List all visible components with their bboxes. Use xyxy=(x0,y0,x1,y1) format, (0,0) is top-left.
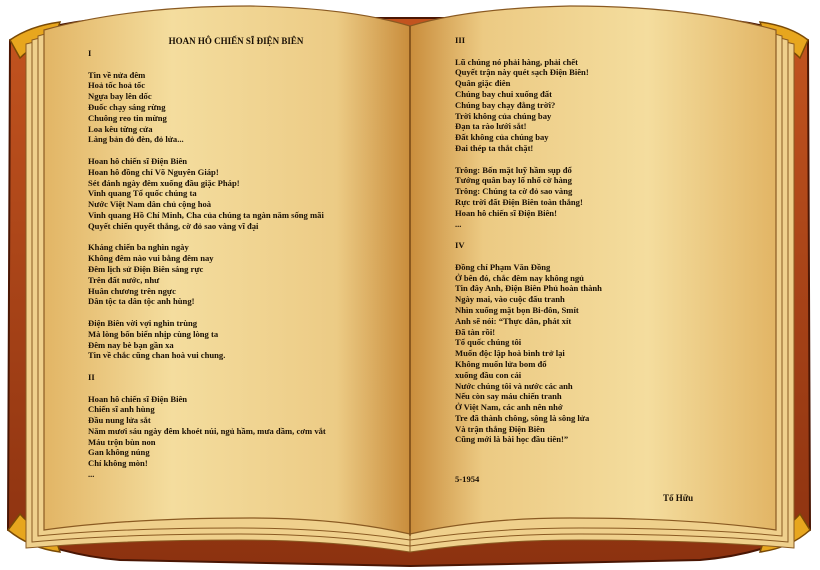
poem-line: Đêm nay bè bạn gần xa xyxy=(88,339,174,350)
poem-line: Sét đánh ngày đêm xuống đầu giặc Pháp! xyxy=(88,177,240,188)
poem-line: Trông: Chúng ta cờ đỏ sao vàng xyxy=(455,186,573,197)
stanza-gap xyxy=(88,232,428,243)
poem-line: Quyết chiến quyết thắng, cờ đỏ sao vàng vĩ đại xyxy=(88,220,259,231)
poem-line: Mà lòng bốn biển nhịp cùng lòng ta xyxy=(88,328,219,339)
poem-line: Tin đây Anh, Điện Biên Phủ hoàn thành xyxy=(455,283,602,294)
poem-line: Năm mươi sáu ngày đêm khoét núi, ngủ hầm, mưa dầm, cơm vắt xyxy=(88,425,326,436)
poem-line: IV xyxy=(455,240,465,251)
poem-line: Nước Việt Nam dân chủ cộng hoà xyxy=(88,199,212,210)
stanza-gap xyxy=(88,383,428,394)
poem-line: Trời không của chúng bay xyxy=(455,110,552,121)
poem-line: Muốn độc lập hoà bình trở lại xyxy=(455,348,565,359)
poem-line: Chúng bay chạy đằng trời? xyxy=(455,99,556,110)
poem-line: Không đêm nào vui bằng đêm nay xyxy=(88,253,214,264)
poem-line: ... xyxy=(88,469,95,480)
poem-line: Đã tàn rồi! xyxy=(455,326,496,337)
poem-line: Nhìn xuống mặt bọn Bi-đôn, Smít xyxy=(455,304,579,315)
left-page-lines xyxy=(88,48,428,480)
poem-line: Dân tộc ta dân tộc anh hùng! xyxy=(88,296,195,307)
poem-line: Tre đã thành chông, sông là sông lửa xyxy=(455,412,590,423)
poem-line: Trông: Bốn mặt luỹ hầm sụp đổ xyxy=(455,164,572,175)
poem-line: Gan không núng xyxy=(88,447,150,458)
poem-line: Anh sẽ nói: “Thực dân, phát xít xyxy=(455,315,572,326)
poem-line: Hoả tốc hoả tốc xyxy=(88,80,146,91)
poem-line: Ở Việt Nam, các anh nên nhớ xyxy=(455,402,563,413)
poem-line: xuống đầu con cái xyxy=(455,369,522,380)
poem-line: Chuông reo tin mừng xyxy=(88,112,167,123)
poem-line: Rực trời đất Điện Biên toàn thắng! xyxy=(455,196,583,207)
poem-line: Đầu nung lửa sắt xyxy=(88,415,151,426)
poem-line: Kháng chiến ba nghìn ngày xyxy=(88,242,189,253)
poem-date: 5-1954 xyxy=(455,474,480,484)
poem-line: Ngày mai, vào cuộc đấu tranh xyxy=(455,294,565,305)
stanza-gap xyxy=(455,46,795,57)
stanza-gap xyxy=(88,59,428,70)
poem-line: Đai thép ta thắt chặt! xyxy=(455,142,534,153)
poem-line: Ở bên đó, chắc đêm nay không ngủ xyxy=(455,272,584,283)
poem-line: Chiến sĩ anh hùng xyxy=(88,404,155,415)
stanza-gap xyxy=(455,229,795,240)
poem-line: Hoan hô đồng chí Võ Nguyên Giáp! xyxy=(88,166,219,177)
poem-line: Hoan hô chiến sĩ Điện Biên! xyxy=(455,207,557,218)
right-page-lines xyxy=(455,35,795,445)
poem-line: Huân chương trên ngực xyxy=(88,285,176,296)
poem-line: Hoan hô chiến sĩ Điện Biên xyxy=(88,393,188,404)
poem-line: Quân giặc điên xyxy=(455,78,511,89)
poem-line: Điện Biên vời vợi nghìn trùng xyxy=(88,317,198,328)
stanza-gap xyxy=(88,307,428,318)
poem-line: Và trận thắng Điện Biên xyxy=(455,423,545,434)
stanza-gap xyxy=(455,154,795,165)
poem-line: Loa kêu từng cửa xyxy=(88,123,153,134)
poem-line: Máu trộn bùn non xyxy=(88,436,156,447)
poem-line: Quyết trận này quét sạch Điện Biên! xyxy=(455,67,589,78)
poem-title: HOAN HÔ CHIẾN SĨ ĐIỆN BIÊN xyxy=(168,36,304,46)
poem-line: Ngựa bay lên dốc xyxy=(88,91,152,102)
poem-line: Tin về chắc cũng chan hoà vui chung. xyxy=(88,350,226,361)
poem-line: Vinh quang Hồ Chí Minh, Cha của chúng ta ngàn năm sống mãi xyxy=(88,209,324,220)
poem-line: Không muốn lửa bom đổ xyxy=(455,358,547,369)
poem-line: Làng bản đỏ đèn, đỏ lửa... xyxy=(88,134,184,145)
poem-line: Tổ quốc chúng tôi xyxy=(455,337,522,348)
poem-line: Đêm lịch sử Điện Biên sáng rực xyxy=(88,263,204,274)
poem-line: ... xyxy=(455,218,462,229)
stanza-gap xyxy=(88,145,428,156)
right-page-text xyxy=(455,35,795,445)
left-page-text xyxy=(88,36,428,480)
poem-line: Cũng mới là bài học đầu tiên!” xyxy=(455,434,569,445)
poem-line: II xyxy=(88,371,95,382)
poem-line: Nếu còn say máu chiến tranh xyxy=(455,391,562,402)
poem-line: Hoan hô chiến sĩ Điện Biên xyxy=(88,155,188,166)
poem-line: Đuốc chạy sáng rừng xyxy=(88,101,166,112)
poem-line: Nước chúng tôi và nước các anh xyxy=(455,380,573,391)
poem-line: Chúng bay chui xuống đất xyxy=(455,88,552,99)
stanza-gap xyxy=(88,361,428,372)
poem-line: Đồng chí Phạm Văn Đồng xyxy=(455,261,551,272)
poem-line: Trên đất nước, như xyxy=(88,274,160,285)
stanza-gap xyxy=(455,251,795,262)
poem-author: Tố Hữu xyxy=(663,493,694,503)
poem-line: Đất không của chúng bay xyxy=(455,132,549,143)
poem-line: III xyxy=(455,35,466,45)
poem-line: I xyxy=(88,48,92,58)
poem-line: Lũ chúng nó phải hàng, phải chết xyxy=(455,56,578,67)
poem-line: Chí không mòn! xyxy=(88,458,148,469)
poem-line: Tin về nửa đêm xyxy=(88,69,146,80)
poem-line: Vinh quang Tổ quốc chúng ta xyxy=(88,188,197,199)
poem-line: Đạn ta rào lưới sắt! xyxy=(455,121,527,132)
poem-line: Tướng quân bay lố nhố cờ hàng xyxy=(455,175,572,186)
